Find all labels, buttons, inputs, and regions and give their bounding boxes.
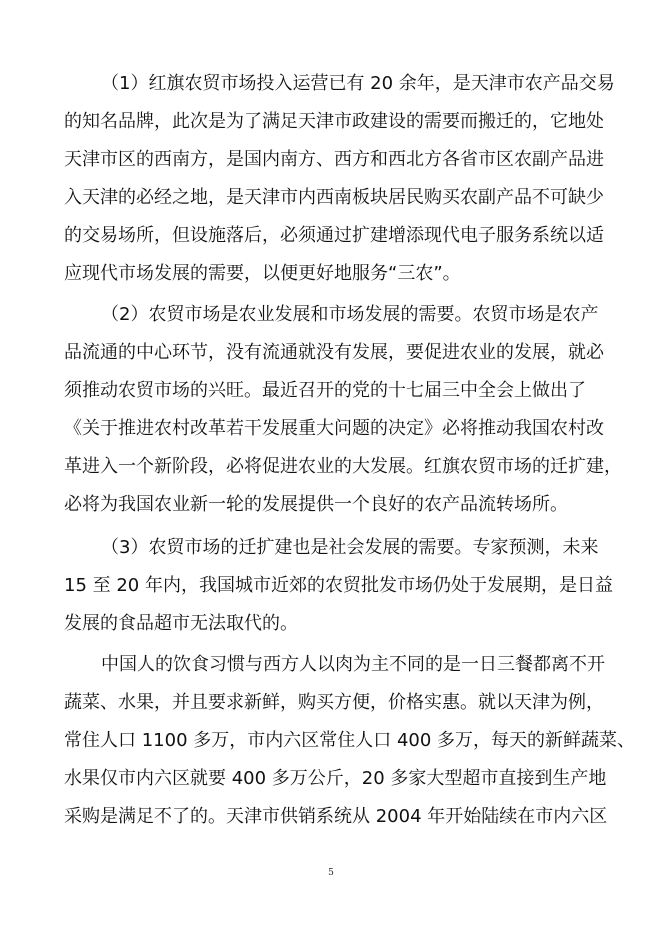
paragraph-4-line-2: 蔬菜、水果，并且要求新鲜，购买方便，价格实惠。就以天津为例，: [64, 692, 604, 713]
paragraph-1-line-3: 天津市区的西南方，是国内南方、西方和西北方各省市区农副产品进: [64, 149, 604, 170]
paragraph-4-line-4: 水果仅市内六区就要 400 多万公斤，20 多家大型超市直接到生产地: [64, 768, 607, 789]
paragraph-3-line-1: （3）农贸市场的迁扩建也是社会发展的需要。专家预测，未来: [101, 537, 599, 558]
page-number: 5: [328, 868, 334, 878]
paragraph-2-line-5: 革进入一个新阶段，必将促进农业的大发展。红旗农贸市场的迁扩建，: [64, 456, 622, 477]
paragraph-2-line-1: （2）农贸市场是农业发展和市场发展的需要。农贸市场是农产: [101, 304, 599, 325]
paragraph-1-line-4: 入天津的必经之地，是天津市内西南板块居民购买农副产品不可缺少: [64, 187, 604, 208]
paragraph-4-line-1: 中国人的饮食习惯与西方人以肉为主不同的是一日三餐都离不开: [101, 654, 605, 675]
paragraph-3-line-2: 15 至 20 年内，我国城市近郊的农贸批发市场仍处于发展期，是日益: [64, 575, 613, 596]
paragraph-2-line-4: 《关于推进农村改革若干发展重大问题的决定》必将推动我国农村改: [64, 418, 604, 439]
paragraph-3-line-3: 发展的食品超市无法取代的。: [64, 613, 298, 634]
paragraph-1-line-5: 的交易场所，但设施落后，必须通过扩建增添现代电子服务系统以适: [64, 225, 604, 246]
paragraph-2-line-2: 品流通的中心环节，没有流通就没有发展，要促进农业的发展，就必: [64, 342, 604, 363]
paragraph-2-line-3: 须推动农贸市场的兴旺。最近召开的党的十七届三中全会上做出了: [64, 380, 586, 401]
paragraph-2-line-6: 必将为我国农业新一轮的发展提供一个良好的农产品流转场所。: [64, 494, 568, 515]
paragraph-1-line-1: （1）红旗农贸市场投入运营已有 20 余年，是天津市农产品交易: [101, 73, 615, 94]
paragraph-4-line-5: 采购是满足不了的。天津市供销系统从 2004 年开始陆续在市内六区: [64, 806, 608, 827]
paragraph-4-line-3: 常住人口 1100 多万，市内六区常住人口 400 多万，每天的新鲜蔬菜、: [64, 730, 636, 751]
paragraph-1-line-2: 的知名品牌，此次是为了满足天津市政建设的需要而搬迁的，它地处: [64, 111, 604, 132]
paragraph-1-line-6: 应现代市场发展的需要，以便更好地服务“三农”。: [64, 263, 461, 284]
